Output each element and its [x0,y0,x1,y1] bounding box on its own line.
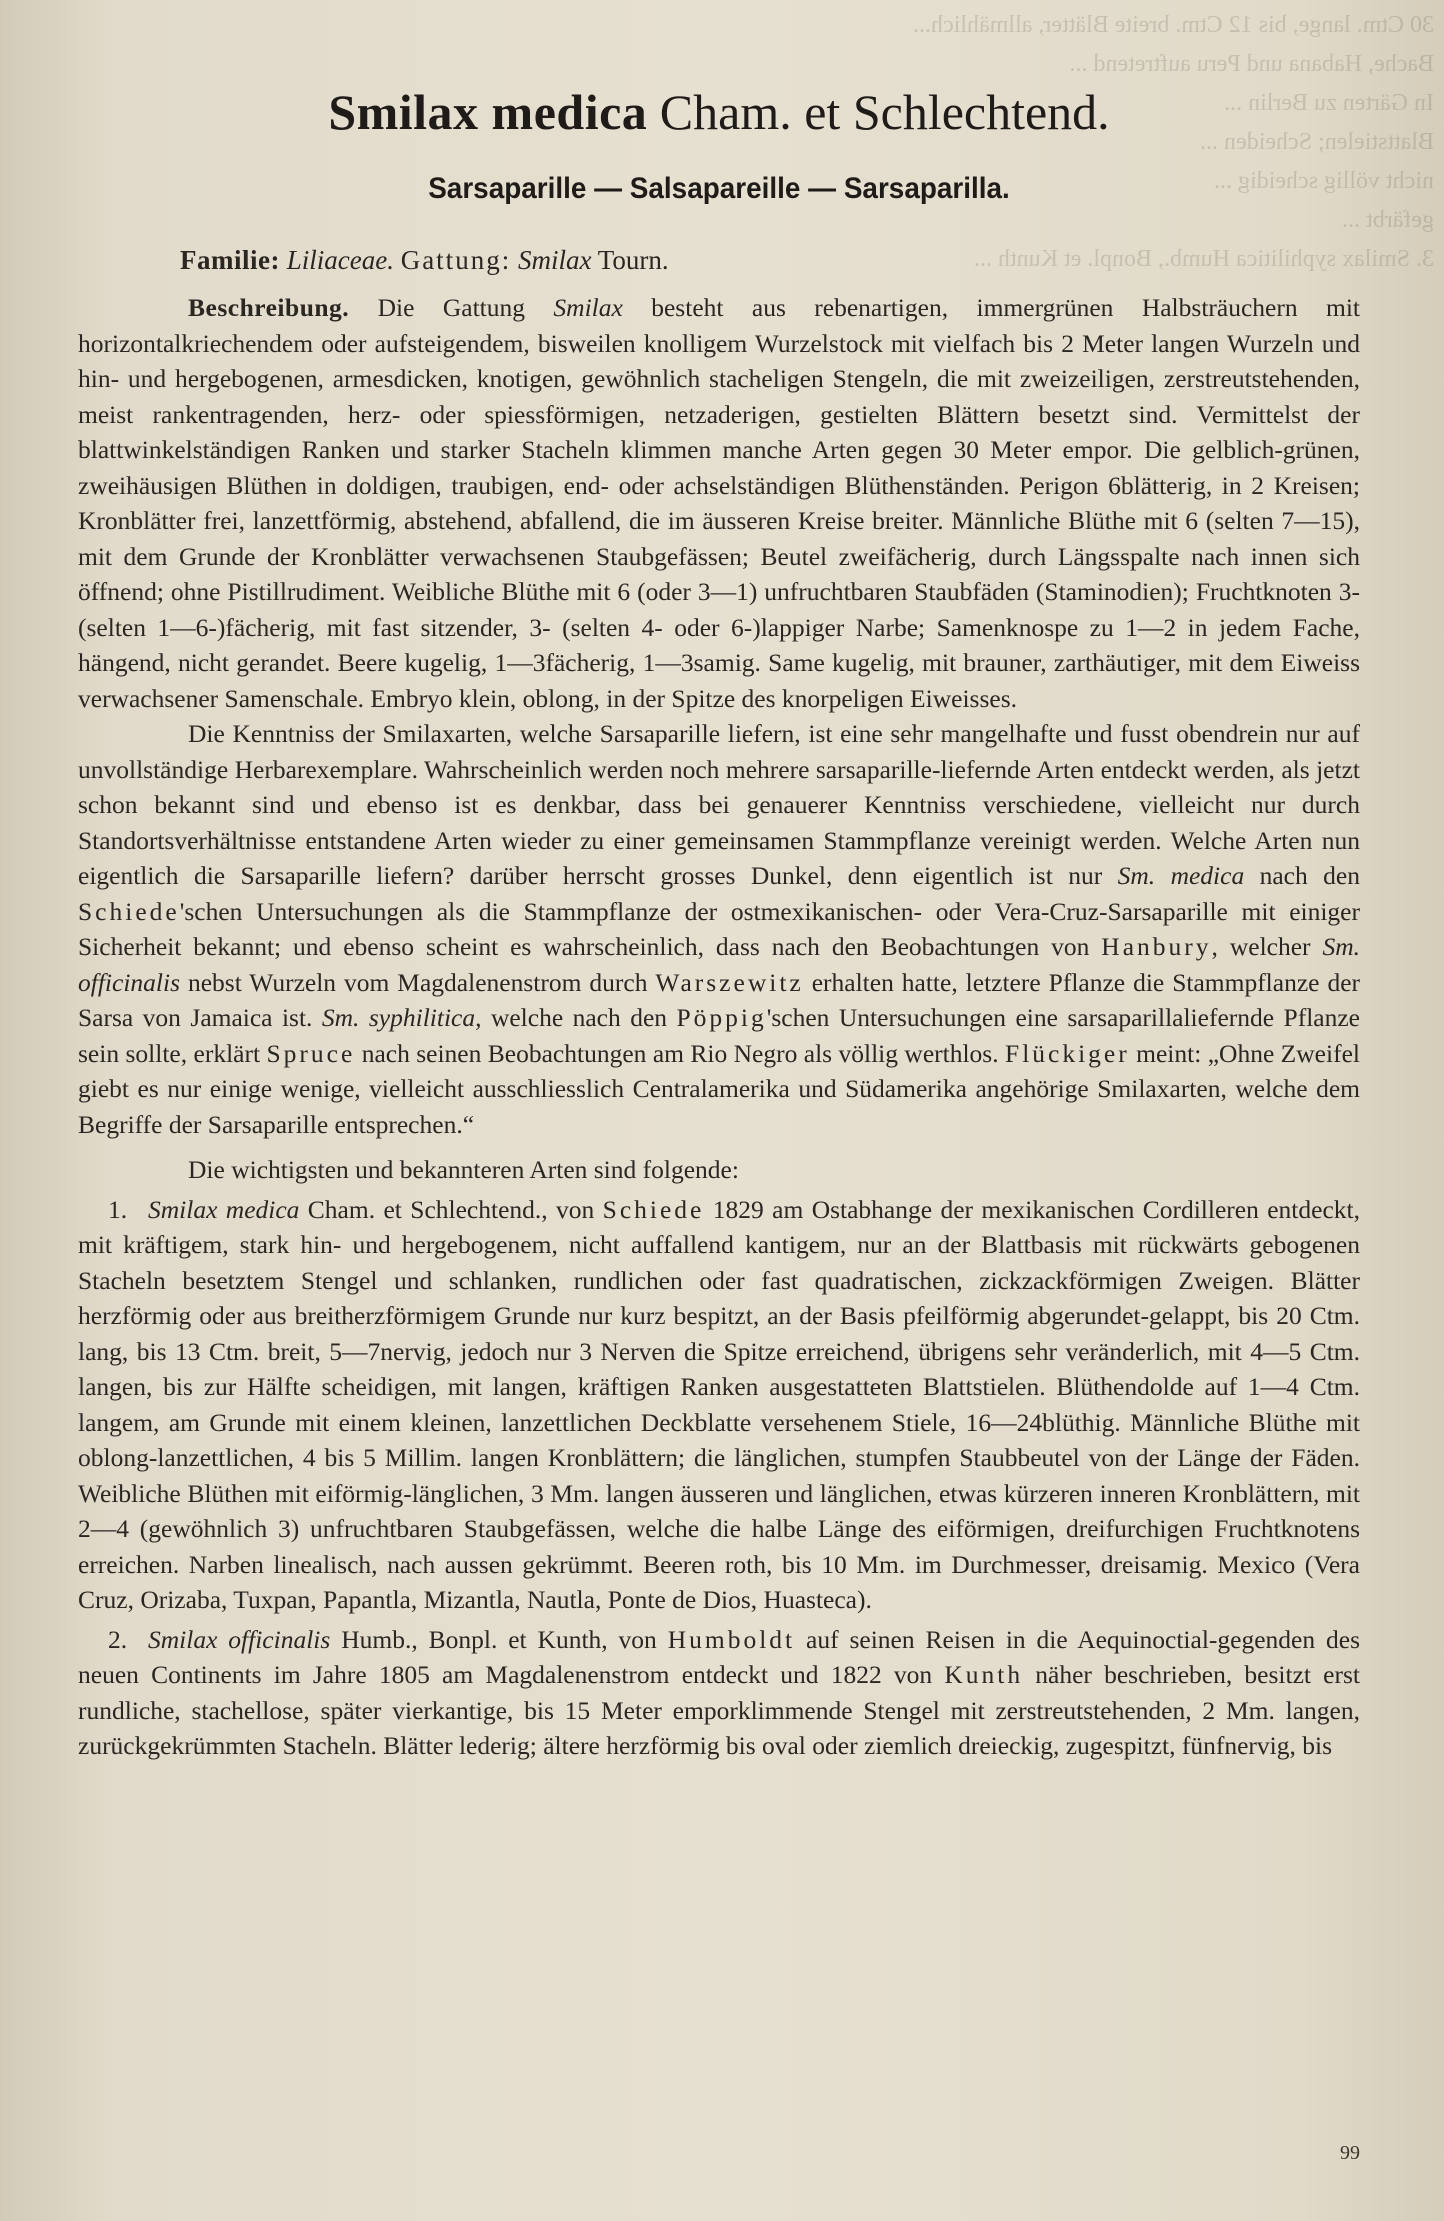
person-name: Flückiger [1005,1038,1130,1068]
list-number: 1. [108,1194,128,1224]
gattung-label: Gattung: [400,245,512,275]
page-title [78,80,1360,144]
text-run: 'schen Untersuchungen eine sarsaparillaliefernde Pflanze sein sollte, erklärt [78,1003,1360,1068]
familie-label: Familie: [180,245,280,275]
text-run: 'schen Untersuchungen als die Stammpflanze der ostmexikanischen- oder Vera-Cruz-Sarsaparille mit einiger Sicherheit bekannt; und ebenso scheint es wahrscheinlich, dass nach den Beobachtungen von [78,896,1360,961]
page-number: 99 [1340,2142,1360,2164]
species-name: Smilax medica [148,1194,300,1224]
bleed-line: In Gärten zu Berlin ... [1224,90,1434,116]
text-run: näher beschrieben, besitzt erst rundliche, stachellose, später vierkantige, bis 15 Meter emporklimmende Stengel mit zerstreutstehenden, 2 Mm. langen, zurückgekrümmten Stacheln. Blätter lederig; ältere herzförmig bis oval oder ziemlich dreieckig, zugespitzt, fünfnervig, bis [78,1660,1360,1760]
person-name: Hanbury [1101,932,1212,961]
person-name: Kunth [944,1660,1024,1689]
title-scientific-name: Smilax medica [328,84,648,140]
text-run: Die Kenntniss der Smilaxarten, welche Sarsaparille liefern, ist eine sehr mangelhafte und fusst obendrein nur auf unvollständige Herbarexemplare. Wahrscheinlich werden noch mehrere sarsaparille-liefernde Arten entdeckt werden, als jetzt schon bekannt sind und ebenso ist es denkbar, dass bei genauerer Kenntniss verschiedene, vielleicht nur durch Standortsverhältnisse entstandene Arten wieder zu einer gemeinsamen Stammpflanze vereinigt werden. Welche Arten nun eigentlich die Sarsaparille liefern? darüber herrscht grosses Dunkel, denn eigentlich ist nur [78,719,1360,890]
text-run: Die Gattung [377,293,554,322]
person-name: Pöppig [676,1003,767,1032]
species-ref: Sm. syphilitica, [321,1003,482,1032]
text-run: nach den [1244,861,1360,890]
species-name: Smilax officinalis [148,1624,331,1654]
text-run: besteht aus rebenartigen, immergrünen Halbsträuchern mit horizontalkriechendem oder aufsteigendem, bisweilen knolligem Wurzelstock mit vielfach bis 2 Meter langen Wurzeln und hin- und hergebogenen, armesdicken, knotigen, gewöhnlich stacheligen Stengeln, die mit zweizeiligen, zerstreutstehenden, meist rankentragenden, herz- oder spiessförmigen, netzaderigen, gestielten Blättern besetzt sind. Vermittelst der blattwinkelständigen Ranken und starker Stacheln klimmen manche Arten gegen 30 Meter empor. Die gelblich-grünen, zweihäusigen Blüthen in doldigen, traubigen, end- oder achselständigen Blüthenständen. Perigon 6blätterig, in 2 Kreisen; Kronblätter frei, lanzettförmig, abstehend, abfallend, die im äusseren Kreise breiter. Männliche Blüthe mit 6 (selten 7—15), mit dem Grunde der Kronblätter verwachsenen Staubgefässen; Beutel zweifächerig, durch Längsspalte nach innen sich öffnend; ohne Pistillrudiment. Weibliche Blüthe mit 6 (oder 3—1) unfruchtbaren Staubfäden (Staminodien); Fruchtknoten 3- (selten 1—6-)fächerig, mit fast sitzender, 3- (selten 4- oder 6-)lappiger Narbe; Samenknospe zu 1—2 in jedem Fache, hängend, nicht gerandet. Beere kugelig, 1—3fächerig, 1—3samig. Same kugelig, mit brauner, zarthäutiger, mit dem Eiweiss verwachsener Samenschale. Embryo klein, oblong, in der Spitze des knorpeligen Eiweisses. [78,293,1361,713]
gattung-author: Tourn. [597,245,669,275]
text-run: auf seinen Reisen in die Aequinoctial-gegenden des neuen Continents im Jahre 1805 am Magdalenenstrom entdeckt und 1822 von [78,1624,1360,1689]
text-run: , welcher [1211,932,1323,961]
bleed-line: 30 Ctm. lange, bis 12 Ctm. breite Blätter, allmählich... [913,12,1434,38]
genus-name: Smilax [553,293,623,322]
bleed-line: 3. Smilax syphilitica Humb., Bonpl. et Kunth ... [974,246,1434,272]
text-run: welche nach den [481,1003,677,1032]
kenntniss-paragraph [78,716,1360,1142]
person-name: Warszewitz [655,967,804,997]
familie-value: Liliaceae. [286,245,394,275]
bleed-line: Blattstielen; Scheiden ... [1200,129,1434,155]
text-run: meint: „Ohne Zweifel giebt es nur einige wenige, vielleicht ausschliesslich Centralamerika und Südamerika angehörige Smilaxarten, welche dem Begriffe der Sarsaparille entsprechen.“ [78,1038,1360,1139]
species-ref: Sm. officinalis [78,932,1360,997]
body-text [78,290,1360,1764]
person-name: Humboldt [667,1624,796,1654]
text-run: Cham. et Schlechtend., von [299,1194,603,1224]
bleed-line: Bache, Habana und Peru auftretend ... [1069,51,1434,77]
arten-intro: Die wichtigsten und bekannteren Arten sind folgende: [188,1155,739,1184]
family-line [180,242,1360,278]
bleed-line: gefärbt ... [1342,207,1434,233]
text-run: nach seinen Beobachtungen am Rio Negro als völlig werthlos. [355,1038,1006,1068]
species-item [78,1192,1360,1618]
page-subtitle: Sarsaparille — Salsapareille — Sarsaparilla. [428,172,1010,205]
list-number: 2. [108,1624,128,1654]
text-run: Humb., Bonpl. et Kunth, von [330,1624,668,1654]
text-run: erhalten hatte, letztere Pflanze die Stammpflanze der Sarsa von Jamaica ist. [78,967,1360,1032]
bleed-line: nicht völlig scheidig ... [1214,168,1434,194]
text-column [78,80,1360,1764]
species-ref: Sm. medica [1117,861,1245,890]
description-paragraph [78,290,1360,716]
person-name: Schiede [602,1194,705,1224]
title-authority: Cham. et Schlechtend. [659,84,1110,140]
description-lead: Beschreibung. [188,293,350,322]
text-run: 1829 am Ostabhange der mexikanischen Cordilleren entdeckt, mit kräftigem, stark hin- und hergebogenem, nicht auffallend kantigem, nur an der Blattbasis mit rückwärts gebogenen Stacheln besetztem Stengel und schlanken, rundlichen oder fast quadratischen, zickzackförmigen Zweigen. Blätter herzförmig oder aus breitherzförmigem Grunde nur kurz bespitzt, an der Basis pfeilförmig abgerundet-gelappt, bis 20 Ctm. lang, bis 13 Ctm. breit, 5—7nervig, jedoch nur 3 Nerven die Spitze erreichend, übrigens sehr veränderlich, mit 4—5 Ctm. langen, bis zur Hälfte scheidigen, mit langen, kräftigen Ranken ausgestatteten Blattstielen. Blüthendolde auf 1—4 Ctm. langem, am Grunde mit einem kleinen, lanzettlichen Deckblatte versehenem Stiele, 16—24blüthig. Männliche Blüthe mit oblong-lanzettlichen, 4 bis 5 Millim. langen Kronblättern; die länglichen, stumpfen Staubbeutel von der Länge der Fäden. Weibliche Blüthen mit eiförmig-länglichen, 3 Mm. langen äusseren und länglichen, etwas kürzeren inneren Kronblättern, mit 2—4 (gewöhnlich 3) unfruchtbaren Staubgefässen, welche die halbe Länge des eiförmigen, dreifurchigen Fruchtknotens erreichen. Narben linealisch, nach aussen gekrümmt. Beeren roth, bis 10 Mm. im Durchmesser, dreisamig. Mexico (Vera Cruz, Orizaba, Tuxpan, Papantla, Mizantla, Nautla, Ponte de Dios, Huasteca). [78,1194,1360,1614]
text-run: nebst Wurzeln vom Magdalenenstrom durch [180,967,656,997]
person-name: Schiede [78,896,180,926]
person-name: Spruce [266,1038,356,1068]
gattung-value: Smilax [517,245,592,275]
species-item [78,1622,1360,1764]
